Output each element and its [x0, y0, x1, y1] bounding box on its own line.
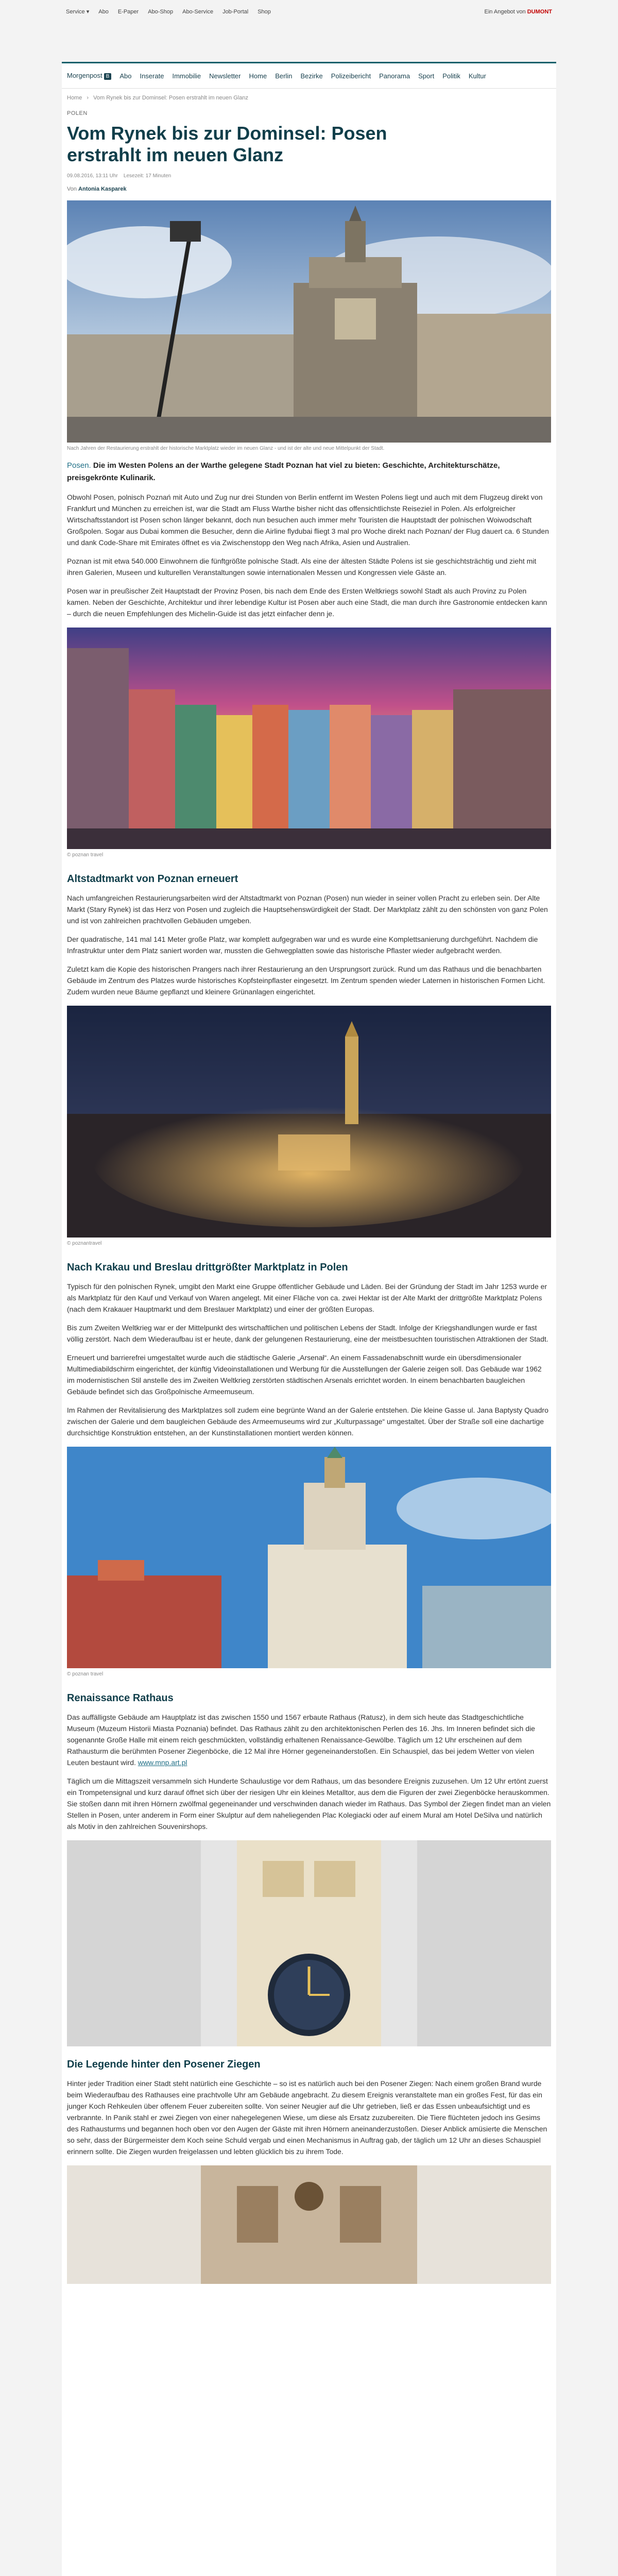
topbar-link-epaper[interactable]: E-Paper — [117, 8, 139, 15]
paragraph-13: Hinter jeder Tradition einer Stadt steht natürlich eine Geschichte – so ist es natürlich auch bei den Posener Ziegen: Nach einem großen Brand wurde beim Wiederaufbau des Rathauses eine prachtvolle Uhr am Gebäude angebracht. Zu diesem Ereignis veranstaltete man ein großes Fest, für das ein junger Koch Rehkeulen über offenem Feuer zubereiten sollte. Von seiner Neugier auf die Uhr getrieben, ließ er das Essen unbeaufsichtigt und es verbrannte. In Panik stahl er zwei Ziegen von einer nahegelegenen Wiese, um diese als Ersatz zuzubereiten. Die Tiere flüchteten jedoch ins Gesims des Rathausturms und begannen hoch oben vor den Augen der Gäste mit ihren Hörnern aneinanderzustoßen. Dieser Anblick amüsierte die Menschen so sehr, dass der Bürgermeister dem Koch seine Schuld vergab und einen Mechanismus in Auftrag gab, der täglich um 12 Uhr an dieses Schauspiel erinnern sollte. Die Ziegen wurden freigelassen und lebten glücklich bis zu ihrem Tode. — [67, 2079, 547, 2156]
nav-item-politik[interactable]: Politik — [442, 72, 460, 80]
topbar-link-abo[interactable]: Abo — [98, 8, 109, 15]
brand-badge: B — [104, 73, 112, 80]
nav-item-sport[interactable]: Sport — [418, 72, 435, 80]
breadcrumb-separator: › — [87, 95, 89, 101]
nav-item-berlin[interactable]: Berlin — [275, 72, 293, 80]
subheading-rathaus: Renaissance Rathaus — [67, 1692, 174, 1704]
paragraph-8: Bis zum Zweiten Weltkrieg war er der Mittelpunkt des wirtschaftlichen und politischen Lebens der Stadt. Infolge der Kriegshandlungen wurde er fast völlig zerstört. Nach dem Wiederaufbau ist er heute, dank der gelungenen Restaurierung, eine der meistbesuchten touristischen Attraktionen der Stadt. — [67, 1324, 548, 1343]
breadcrumb-home[interactable]: Home — [67, 95, 82, 101]
main-navigation — [62, 62, 556, 89]
top-utility-links — [66, 8, 552, 15]
paragraph-5: Der quadratische, 141 mal 141 Meter große Platz, war komplett aufgegraben war und es wurde eine Komplettsanierung durchgeführt. Nachdem die Infrastruktur unter dem Platz saniert worden war, mussten die Gehwegplatten sowie das historische Pflaster wieder aufgebracht werden. — [67, 935, 538, 955]
subheading-legende: Die Legende hinter den Posener Ziegen — [67, 2059, 261, 2070]
lead-kicker: Posen. — [67, 461, 91, 470]
image-townhall — [67, 200, 551, 443]
paragraph-1: Obwohl Posen, polnisch Poznań mit Auto und Zug nur drei Stunden von Berlin entfernt im Westen Polens liegt und auch mit dem Flugzeug direkt von Frankfurt und München zu erreichen ist, war die Stadt am Fluss Warthe bisher nicht das offensichtlichste Reiseziel in Polen. Als erfolgreicher Wirtschaftsstandort ist Posen schon länger bekannt, doch nun besuchen auch immer mehr Touristen die Hauptstadt der polnischen Woiwodschaft Großpolen. Sogar aus Dubai kommen die Besucher, denn die Airline flydubai fliegt 3 mal pro Woche direkt nach Poznan/ der Flug dauert ca. 6 Stunden und dank Code-Share mit Emirates öffnet es via Zwischenstopp den Weg nach Afrika, Asien und Australien. — [67, 493, 549, 547]
topbar-link-abo-shop[interactable]: Abo-Shop — [148, 8, 174, 15]
image-clock-goats — [67, 1840, 551, 2046]
article-lead — [67, 460, 551, 484]
publish-date: 09.08.2016, 13:11 Uhr — [67, 173, 118, 179]
figure-townhall — [67, 200, 551, 454]
reading-time: Lesezeit: 17 Minuten — [123, 173, 171, 179]
nav-item-bezirke[interactable]: Bezirke — [300, 72, 323, 80]
nav-item-polizeibericht[interactable]: Polizeibericht — [331, 72, 371, 80]
topbar-link-shop[interactable]: Shop — [258, 8, 271, 15]
figure-clock-goats — [67, 1840, 551, 2046]
paragraph-3: Posen war in preußischer Zeit Hauptstadt der Provinz Posen, bis nach dem Ende des Ersten Weltkriegs sowohl Stadt als auch Provinz zu Polen kamen. Neben der Geschichte, Architektur und ihrer lebendige Kultur ist Posen aber auch eine Stadt, die man durch ihre Gastronomie entdecken kann – durch die neuen Empfehlungen des Michelin-Guide ist das jetzt einfacher denn je. — [67, 587, 547, 618]
lead-text: Die im Westen Polens an der Warthe gelegene Stadt Poznan hat viel zu bieten: Geschichte, Architekturschätze, preisgekrönte Kulinarik. — [67, 461, 500, 482]
nav-item-home[interactable]: Home — [249, 72, 267, 80]
topbar-link-job-portal[interactable]: Job-Portal — [222, 8, 249, 15]
article-page — [62, 62, 556, 2576]
topbar-link-service[interactable]: Service ▾ — [66, 9, 90, 15]
paragraph-4: Nach umfangreichen Restaurierungsarbeiten wird der Altstadtmarkt von Poznan (Posen) nun wieder in seiner vollen Pracht zu erleben sein. Der Alte Markt (Stary Rynek) ist das Herz von Posen und zugleich die Hauptsehenswürdigkeit der Stadt. Der Marktplatz zählt zu den schönsten von ganz Polen und ist von zahlreichen prachtvollen Gebäuden umgeben. — [67, 894, 548, 925]
article-content — [67, 95, 551, 2284]
author-name[interactable]: Antonia Kasparek — [78, 186, 127, 192]
figure-townhall-day — [67, 1447, 551, 1680]
breadcrumb — [67, 95, 551, 106]
publisher-credit-text: Ein Angebot von — [484, 8, 526, 15]
image-caption-2: © poznan travel — [67, 852, 104, 858]
paragraph-11 — [67, 1711, 551, 1768]
article-meta — [67, 173, 551, 179]
topbar-link-abo-service[interactable]: Abo-Service — [182, 8, 214, 15]
nav-item-panorama[interactable]: Panorama — [379, 72, 410, 80]
figure-facades-sunset — [67, 628, 551, 861]
publisher-logo[interactable]: DUMONT — [527, 8, 552, 15]
publisher-credit — [485, 9, 552, 15]
nav-item-immobilie[interactable]: Immobilie — [172, 72, 201, 80]
paragraph-2: Poznan ist mit etwa 540.000 Einwohnern die fünftgrößte polnische Stadt. Als eine der ältesten Städte Polens ist sie geschichtsträchtig und zieht mit ihren Galerien, Museen und kulturellen Veranstaltungen sowie internationalen Messen und Kongressen viele Gäste an. — [67, 557, 537, 577]
nav-item-newsletter[interactable]: Newsletter — [209, 72, 241, 80]
paragraph-10: Im Rahmen der Revitalisierung des Marktplatzes soll zudem eine begrünte Wand an der Galerie entstehen. Die kleine Gasse ul. Jana Baptysty Quadro zwischen der Galerie und dem baugleichen Gebäude des Armeemuseums wird zur „Kulturpassage“ umgestaltet. Über der Straße soll eine dachartige durchsichtige Konstruktion entstehen, an der Kunstinstallationen montiert werden können. — [67, 1406, 548, 1437]
author-line — [67, 186, 551, 192]
paragraph-11-text: Das auffälligste Gebäude am Hauptplatz ist das zwischen 1550 und 1567 erbaute Rathaus (Ratusz), in dem sich heute das Stadtgeschichtliche Museum (Muzeum Historii Miasta Poznania) befindet. Das Rathaus zählt zu den architektonischen Perlen des 16. Jhs. Im Inneren befindet sich die sogenannte Große Halle mit einem reich geschmückten, vollständig erhaltenen Renaissance-Gewölbe. Täglich um 12 Uhr erscheinen auf dem Rathausturm die berühmten Posener Ziegenböcke, die 12 Mal ihre Hörner gegeneinanderstoßen. Ein Schauspiel, das bei jedem Wetter von vielen Leuten bestaunt wird. — [67, 1713, 535, 1767]
image-night-aerial — [67, 1006, 551, 1238]
article-headline: Vom Rynek bis zur Dominsel: Posen erstrahlt im neuen Glanz — [67, 123, 387, 165]
image-caption-3: © poznantravel — [67, 1241, 102, 1246]
image-caption-1: Nach Jahren der Restaurierung erstrahlt der historische Marktplatz wieder im neuen Glanz - und ist der alte und neue Mittelpunkt der Stadt. — [67, 446, 385, 451]
nav-item-kultur[interactable]: Kultur — [468, 72, 486, 80]
paragraph-12: Täglich um die Mittagszeit versammeln sich Hunderte Schaulustige vor dem Rathaus, um das besondere Ereignis zuzusehen. Um 12 Uhr ertönt zuerst ein Trompetensignal und kurz darauf öffnet sich über der riesigen Uhr ein kleines Metalltor, aus dem die Figuren der zwei Ziegenböcke herauskommen. Sie stoßen dann mit ihren Hörnern zwölfmal gegeneinander und verschwinden danach wieder im Rathaus. Das Symbol der Ziegen findet man an vielen Stellen in Posen, unter anderem in Form einer Skulptur auf dem naheliegenden Plac Kolegiacki oder auf einem Mural am Hotel DeSilva und natürlich als Motiv in den zahlreichen Souvenirshops. — [67, 1777, 551, 1831]
paragraph-6: Zuletzt kam die Kopie des historischen Prangers nach ihrer Restaurierung an den Ursprungsort zurück. Rund um das Rathaus und die benachbarten Gebäude im Zentrum des Platzes wurde historisches Kopfsteinpflaster eingesetzt. Im Zentrum spenden wieder Laternen in historischen Formen Licht. Zudem wurden neue Bäume gepflanzt und kleinere Grünanlagen eingerichtet. — [67, 965, 545, 996]
subheading-altstadtmarkt: Altstadtmarkt von Poznan erneuert — [67, 873, 238, 885]
breadcrumb-current: Vom Rynek bis zur Dominsel: Posen erstrahlt im neuen Glanz — [93, 95, 248, 101]
section-label[interactable]: POLEN — [67, 110, 88, 116]
museum-link[interactable]: www.mnp.art.pl — [138, 1758, 187, 1767]
paragraph-9: Erneuert und barrierefrei umgestaltet wurde auch die städtische Galerie „Arsenał“. An einem Fassadenabschnitt wurde ein übersdimensionaler Multimediabildschirm eingerichtet, der künftig Videoinstallationen und Werbung für die Ausstellungen der Galerie zeigen soll. Das Gebäude war 1962 im modernistischen Stil anstelle des im Zweiten Weltkrieg zerstörten städtischen Arsenals errichtet worden. In einem benachbarten baugleichen Gebäude befindet sich das Großpolnische Armeemuseum. — [67, 1353, 542, 1396]
nav-brand[interactable]: Morgenpost B — [67, 72, 111, 80]
nav-item-inserate[interactable]: Inserate — [140, 72, 164, 80]
author-prefix: Von — [67, 186, 77, 192]
top-utility-bar — [0, 0, 618, 25]
image-interior — [67, 2165, 551, 2284]
figure-night-aerial — [67, 1006, 551, 1249]
subheading-krakau-breslau: Nach Krakau und Breslau drittgrößter Marktplatz in Polen — [67, 1262, 348, 1273]
image-caption-4: © poznan travel — [67, 1671, 104, 1677]
image-facades-sunset — [67, 628, 551, 849]
paragraph-7: Typisch für den polnischen Rynek, umgibt den Markt eine Gruppe öffentlicher Gebäude und Läden. Bei der Gründung der Stadt im Jahr 1253 wurde er als Marktplatz für den Kauf und Verkauf von Waren angelegt. Mit einer Fläche von ca. zwei Hektar ist der Alte Markt der drittgrößte Marktplatz Polens (nach dem Krakauer Hauptmarkt und dem Breslauer Marktplatz) und einer der größten Europas. — [67, 1282, 547, 1313]
figure-interior — [67, 2165, 551, 2284]
nav-item-abo[interactable]: Abo — [119, 72, 132, 80]
image-townhall-day — [67, 1447, 551, 1668]
